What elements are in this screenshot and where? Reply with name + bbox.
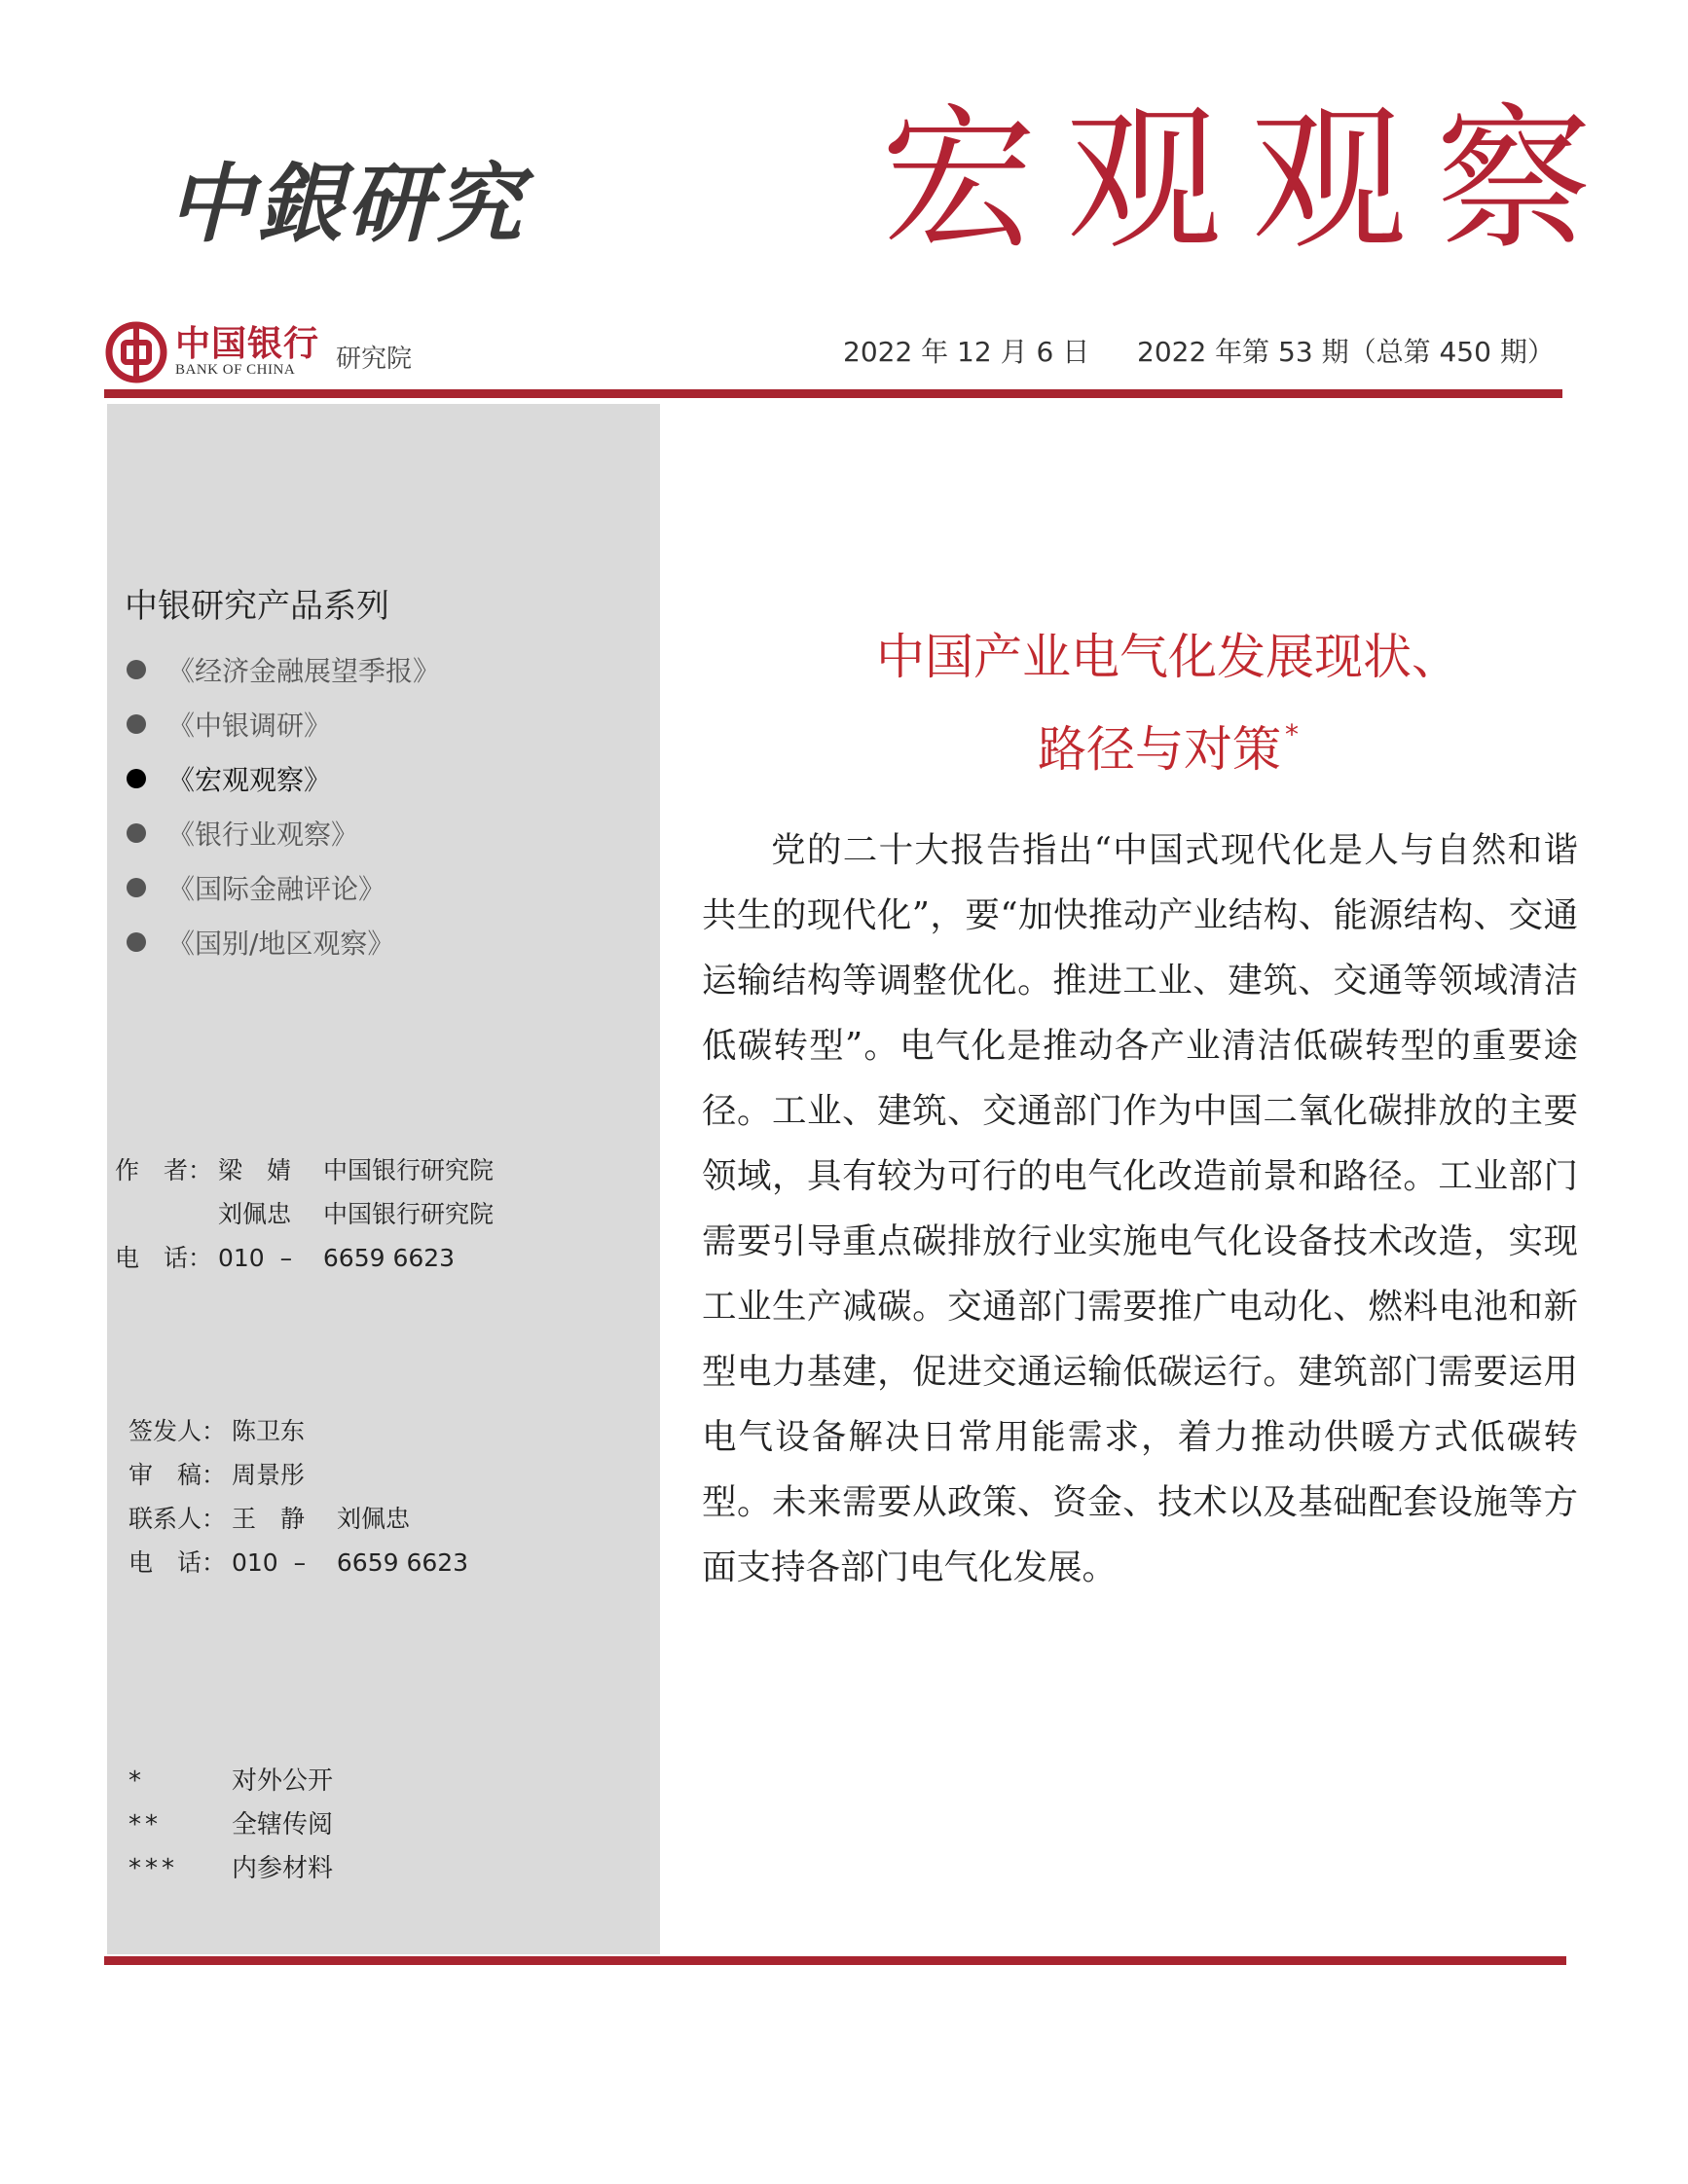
classification-text: 内参材料 xyxy=(232,1854,334,1883)
article-summary: 党的二十大报告指出“中国式现代化是人与自然和谐共生的现代化”，要“加快推动产业结构、能源结构、交通运输结构等调整优化。推进工业、建筑、交通等领域清洁低碳转型”。电气化是推动各产业清洁低碳转型的重要途径。工业、建筑、交通部门作为中国二氧化碳排放的主要领域，具有较为可行的电气化改造前景和路径。工业部门需要引导重点碳排放行业实施电气化设备技术改造，实现工业生产减碳。交通部门需要推广电动化、燃料电池和新型电力基建，促进交通运输低碳运行。建筑部门需要运用电气设备解决日常用能需求，着力推动供暖方式低碳转型。未来需要从政策、资金、技术以及基础配套设施等方面支持各部门电气化发展。 xyxy=(702,830,1578,1587)
report-date: 2022 年 12 月 6 日 xyxy=(843,336,1090,368)
series-title: 宏观观察 xyxy=(881,89,1622,271)
author-block xyxy=(115,1148,494,1280)
author-name: 刘佩忠 xyxy=(218,1200,292,1228)
phone-label: 电 话： xyxy=(128,1548,227,1577)
signoff-block xyxy=(128,1409,468,1584)
product-item xyxy=(125,806,440,860)
article-title-line1: 中国产业电气化发展现状、 xyxy=(876,629,1460,685)
contact-names: 王 静 刘佩忠 xyxy=(232,1505,410,1533)
article-title-text: 路径与对策 xyxy=(1038,721,1281,778)
product-item xyxy=(125,860,440,915)
classification-stars: * xyxy=(128,1766,145,1796)
author-label: 作 者： xyxy=(115,1156,213,1184)
product-item-label: 《银行业观察》 xyxy=(167,819,359,851)
product-item-label: 《国际金融评论》 xyxy=(167,873,386,905)
author-org: 中国银行研究院 xyxy=(323,1200,495,1228)
product-series-list xyxy=(125,642,440,969)
brand-script-logo: 中銀研究 xyxy=(167,153,527,254)
signer-label: 签发人： xyxy=(128,1417,227,1445)
phone-label: 电 话： xyxy=(115,1244,213,1272)
bank-name-en: BANK OF CHINA xyxy=(175,362,296,378)
bullet-icon xyxy=(127,769,146,788)
phone-number: 010 – 6659 6623 xyxy=(232,1548,469,1577)
classification-stars: ** xyxy=(128,1810,162,1839)
reviewer-label: 审 稿： xyxy=(128,1461,227,1489)
bottom-divider xyxy=(104,1956,1566,1965)
classification-legend xyxy=(128,1760,333,1891)
bullet-icon xyxy=(127,878,146,897)
product-series-heading: 中银研究产品系列 xyxy=(125,587,389,626)
signer-name: 陈卫东 xyxy=(232,1417,306,1445)
product-item-label: 《国别/地区观察》 xyxy=(167,928,395,960)
author-org: 中国银行研究院 xyxy=(323,1156,495,1184)
author-name: 梁 婧 xyxy=(218,1156,292,1184)
classification-stars: *** xyxy=(128,1854,178,1883)
product-item xyxy=(125,697,440,751)
article-title-line2 xyxy=(681,718,1655,778)
bullet-icon xyxy=(127,660,146,679)
product-item-label: 《经济金融展望季报》 xyxy=(167,655,441,687)
bank-of-china-logo-icon xyxy=(105,321,167,383)
product-item xyxy=(125,915,440,969)
product-item xyxy=(125,642,440,697)
institute-label: 研究院 xyxy=(336,345,413,374)
classification-text: 对外公开 xyxy=(232,1766,334,1796)
issue-number: 2022 年第 53 期（总第 450 期） xyxy=(1137,336,1555,368)
contact-label: 联系人： xyxy=(128,1505,227,1533)
bullet-icon xyxy=(127,714,146,734)
top-divider xyxy=(104,389,1562,398)
product-item-label: 《宏观观察》 xyxy=(167,764,332,796)
product-item-label: 《中银调研》 xyxy=(167,710,332,742)
bank-name-cn: 中国银行 xyxy=(175,323,320,364)
bullet-icon xyxy=(127,823,146,843)
classification-text: 全辖传阅 xyxy=(232,1810,334,1839)
reviewer-name: 周景彤 xyxy=(232,1461,306,1489)
bullet-icon xyxy=(127,932,146,952)
phone-number: 010 – 6659 6623 xyxy=(218,1244,456,1272)
title-footnote-mark: * xyxy=(1285,718,1299,750)
product-item-active xyxy=(125,751,440,806)
